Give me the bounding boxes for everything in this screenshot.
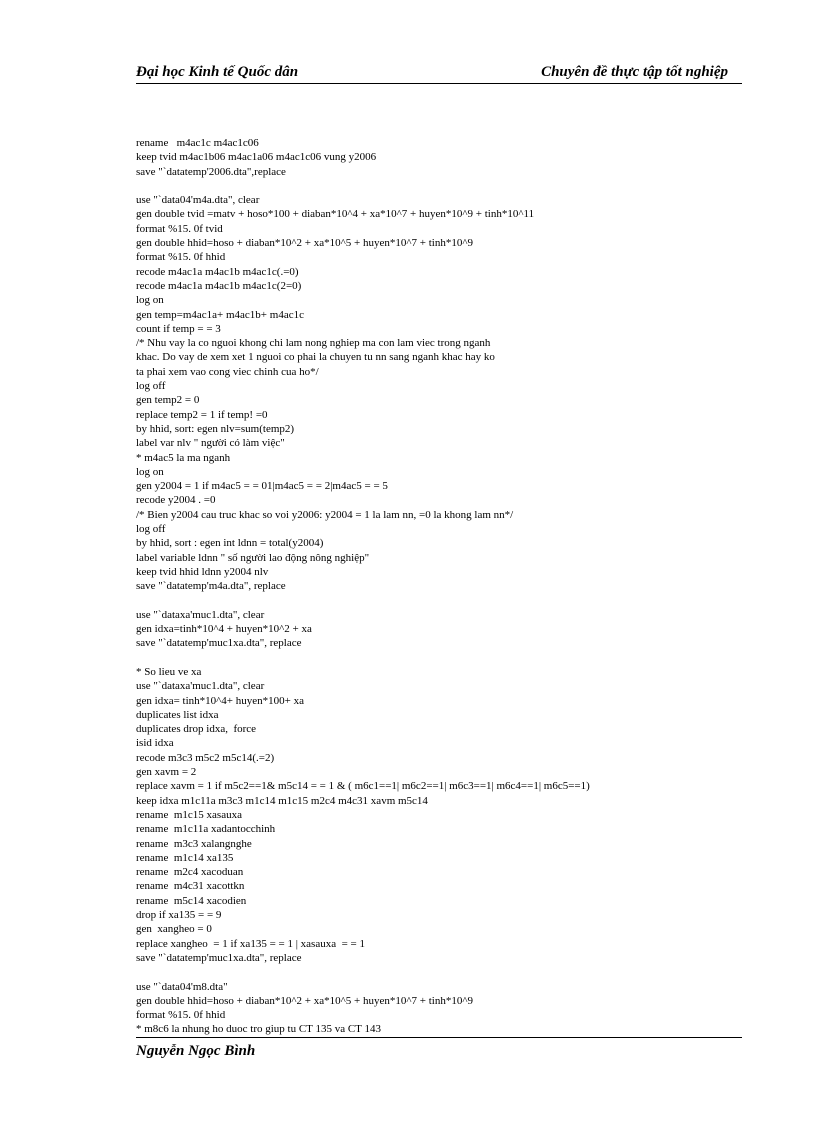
- code-line: gen temp=m4ac1a+ m4ac1b+ m4ac1c: [136, 308, 304, 321]
- code-line: * m8c6 la nhung ho duoc tro giup tu CT 135 va CT 143: [136, 1023, 381, 1036]
- code-line: keep tvid m4ac1b06 m4ac1a06 m4ac1c06 vung y2006: [136, 151, 377, 164]
- code-line: rename m4c31 xacottkn: [136, 880, 245, 893]
- code-line: gen temp2 = 0: [136, 394, 200, 407]
- code-line: khac. Do vay de xem xet 1 nguoi co phai la chuyen tu nn sang nganh khac hay ko: [136, 351, 495, 364]
- code-line: log on: [136, 294, 164, 307]
- code-line: keep idxa m1c11a m3c3 m1c14 m1c15 m2c4 m4c31 xavm m5c14: [136, 794, 428, 807]
- code-line: use "`dataxa'muc1.dta", clear: [136, 608, 265, 621]
- code-line: replace xavm = 1 if m5c2==1& m5c14 = = 1 & ( m6c1==1| m6c2==1| m6c3==1| m6c4==1| m6c5==1): [136, 780, 590, 793]
- code-line: duplicates list idxa: [136, 708, 219, 721]
- code-line: count if temp = = 3: [136, 322, 221, 335]
- code-line: log on: [136, 465, 164, 478]
- blank-line: [136, 179, 756, 193]
- header-report-title: Chuyên đề thực tập tốt nghiệp: [541, 64, 728, 80]
- blank-line: [136, 594, 756, 608]
- code-line: rename m4ac1c m4ac1c06: [136, 137, 259, 149]
- code-line: replace xangheo = 1 if xa135 = = 1 | xasauxa = = 1: [136, 937, 366, 950]
- code-line: rename m1c11a xadantocchinh: [136, 823, 276, 836]
- code-listing: [136, 136, 756, 1037]
- code-line: duplicates drop idxa, force: [136, 723, 257, 736]
- code-line: isid idxa: [136, 737, 174, 750]
- code-line: rename m1c14 xa135: [136, 851, 234, 864]
- code-line: save "`datatemp'muc1xa.dta", replace: [136, 951, 302, 964]
- header-divider: [136, 83, 742, 84]
- code-line: ta phai xem vao cong viec chinh cua ho*/: [136, 365, 319, 378]
- code-line: gen double tvid =matv + hoso*100 + diaban*10^4 + xa*10^7 + huyen*10^9 + tinh*10^11: [136, 208, 535, 221]
- code-line: use "`data04'm8.dta": [136, 980, 228, 993]
- code-line: * So lieu ve xa: [136, 665, 202, 678]
- footer-divider: [136, 1037, 742, 1038]
- code-line: rename m2c4 xacoduan: [136, 866, 244, 879]
- page-header: [136, 64, 742, 86]
- code-line: keep tvid hhid ldnn y2004 nlv: [136, 565, 269, 578]
- code-line: by hhid, sort: egen nlv=sum(temp2): [136, 422, 295, 435]
- code-line: use "`dataxa'muc1.dta", clear: [136, 680, 265, 693]
- code-line: replace temp2 = 1 if temp! =0: [136, 408, 268, 421]
- blank-line: [136, 965, 756, 979]
- code-line: gen double hhid=hoso + diaban*10^2 + xa*10^5 + huyen*10^7 + tinh*10^9: [136, 237, 474, 250]
- code-line: use "`data04'm4a.dta", clear: [136, 194, 260, 207]
- code-line: label variable ldnn " số người lao động nông nghiệp": [136, 551, 370, 564]
- code-line: rename m5c14 xacodien: [136, 894, 247, 907]
- code-line: gen double hhid=hoso + diaban*10^2 + xa*10^5 + huyen*10^7 + tinh*10^9: [136, 994, 474, 1007]
- code-line: format %15. 0f tvid: [136, 222, 223, 235]
- code-line: gen xangheo = 0: [136, 923, 212, 936]
- code-line: rename m1c15 xasauxa: [136, 808, 242, 821]
- code-line: recode m4ac1a m4ac1b m4ac1c(.=0): [136, 265, 299, 278]
- code-line: recode y2004 . =0: [136, 494, 216, 507]
- code-line: * m4ac5 la ma nganh: [136, 451, 231, 464]
- code-line: save "`datatemp'muc1xa.dta", replace: [136, 637, 302, 650]
- code-line: gen y2004 = 1 if m4ac5 = = 01|m4ac5 = = 2|m4ac5 = = 5: [136, 480, 388, 493]
- code-line: save "`datatemp'2006.dta",replace: [136, 165, 286, 178]
- code-line: recode m3c3 m5c2 m5c14(.=2): [136, 751, 275, 764]
- blank-line: [136, 651, 756, 665]
- code-line: /* Bien y2004 cau truc khac so voi y2006: y2004 = 1 la lam nn, =0 la khong lam nn*/: [136, 508, 514, 521]
- code-line: /* Nhu vay la co nguoi khong chi lam nong nghiep ma con lam viec trong nganh: [136, 337, 491, 350]
- code-line: by hhid, sort : egen int ldnn = total(y2004): [136, 537, 324, 550]
- code-line: log off: [136, 380, 166, 393]
- code-line: log off: [136, 523, 166, 536]
- code-line: drop if xa135 = = 9: [136, 909, 222, 922]
- code-line: recode m4ac1a m4ac1b m4ac1c(2=0): [136, 279, 302, 292]
- footer-author: Nguyễn Ngọc Bình: [136, 1043, 256, 1059]
- code-line: gen idxa= tinh*10^4+ huyen*100+ xa: [136, 694, 304, 707]
- code-line: format %15. 0f hhid: [136, 1009, 226, 1022]
- code-line: gen idxa=tinh*10^4 + huyen*10^2 + xa: [136, 623, 312, 636]
- code-line: save "`datatemp'm4a.dta", replace: [136, 580, 286, 593]
- code-line: gen xavm = 2: [136, 766, 197, 779]
- code-line: label var nlv " người có làm việc": [136, 437, 285, 450]
- code-line: format %15. 0f hhid: [136, 251, 226, 264]
- header-university: Đại học Kinh tế Quốc dân: [136, 64, 299, 80]
- code-line: rename m3c3 xalangnghe: [136, 837, 252, 850]
